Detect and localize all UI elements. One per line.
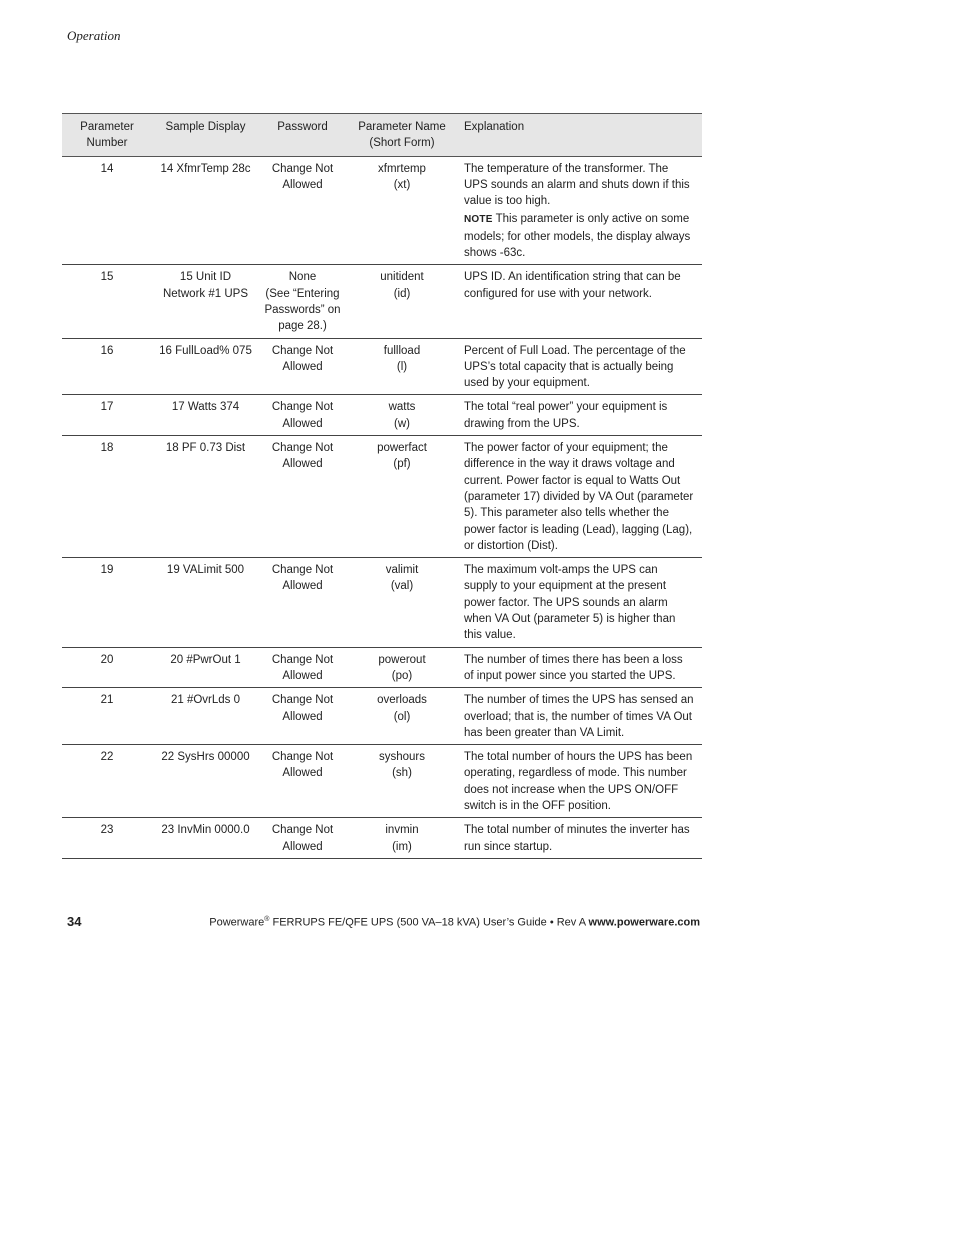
sample-display-cell: 23 InvMin 0000.0 xyxy=(152,818,259,859)
explanation-cell: Percent of Full Load. The percentage of the UPS’s total capacity that is actually being used by your equipment. xyxy=(458,338,702,395)
explanation-cell: The temperature of the transformer. The UPS sounds an alarm and shuts down if this value is too high. NOTE This parameter is only active on some models; for other models, the display always shows -63c. xyxy=(458,156,702,265)
password-cell: Change Not Allowed xyxy=(259,745,346,818)
table-row xyxy=(62,647,702,688)
column-header-password: Password xyxy=(259,114,346,157)
column-header-parameter-number: Parameter Number xyxy=(62,114,152,157)
sample-display-cell: 15 Unit ID Network #1 UPS xyxy=(152,265,259,338)
table-row xyxy=(62,156,702,265)
table-row xyxy=(62,395,702,436)
page-number: 34 xyxy=(67,914,82,929)
parameter-name-cell: invmin (im) xyxy=(346,818,458,859)
parameter-name-cell: valimit (val) xyxy=(346,558,458,647)
parameter-name-cell: powerfact (pf) xyxy=(346,436,458,558)
parameter-number-cell: 23 xyxy=(62,818,152,859)
password-cell: Change Not Allowed xyxy=(259,156,346,265)
footer-url: www.powerware.com xyxy=(588,916,700,929)
parameter-number-cell: 14 xyxy=(62,156,152,265)
parameter-name-cell: unitident (id) xyxy=(346,265,458,338)
parameter-name-cell: watts (w) xyxy=(346,395,458,436)
password-cell: Change Not Allowed xyxy=(259,818,346,859)
password-cell: Change Not Allowed xyxy=(259,395,346,436)
table-row xyxy=(62,558,702,647)
sample-display-cell: 19 VALimit 500 xyxy=(152,558,259,647)
table-row xyxy=(62,436,702,558)
password-cell: Change Not Allowed xyxy=(259,558,346,647)
parameter-number-cell: 20 xyxy=(62,647,152,688)
table-row xyxy=(62,745,702,818)
table-row xyxy=(62,818,702,859)
explanation-cell: The total “real power” your equipment is drawing from the UPS. xyxy=(458,395,702,436)
sample-display-cell: 18 PF 0.73 Dist xyxy=(152,436,259,558)
parameter-number-cell: 18 xyxy=(62,436,152,558)
password-cell: Change Not Allowed xyxy=(259,436,346,558)
column-header-sample-display: Sample Display xyxy=(152,114,259,157)
password-cell: Change Not Allowed xyxy=(259,647,346,688)
table-row xyxy=(62,338,702,395)
table-header-row xyxy=(62,114,702,157)
parameter-name-cell: xfmrtemp (xt) xyxy=(346,156,458,265)
parameter-number-cell: 21 xyxy=(62,688,152,745)
sample-display-cell: 20 #PwrOut 1 xyxy=(152,647,259,688)
explanation-cell: The total number of hours the UPS has been operating, regardless of mode. This number does not increase when the UPS ON/OFF switch is in the OFF position. xyxy=(458,745,702,818)
parameter-number-cell: 19 xyxy=(62,558,152,647)
note: NOTE This parameter is only active on some models; for other models, the display always shows -63c. xyxy=(464,213,691,260)
footer-text: Powerware® FERRUPS FE/QFE UPS (500 VA–18 kVA) User’s Guide • Rev A www.powerware.com xyxy=(209,916,700,929)
explanation-cell: The maximum volt-amps the UPS can supply to your equipment at the present power factor. The UPS sounds an alarm when VA Out (parameter 5) is higher than this value. xyxy=(458,558,702,647)
parameter-number-cell: 22 xyxy=(62,745,152,818)
parameter-name-cell: fullload (l) xyxy=(346,338,458,395)
parameters-table xyxy=(62,113,702,859)
explanation-cell: The number of times there has been a loss of input power since you started the UPS. xyxy=(458,647,702,688)
column-header-explanation: Explanation xyxy=(458,114,702,157)
parameter-number-cell: 15 xyxy=(62,265,152,338)
note-label: NOTE xyxy=(464,214,493,226)
password-cell: None (See “Entering Passwords” on page 28.) xyxy=(259,265,346,338)
parameter-number-cell: 17 xyxy=(62,395,152,436)
sample-display-cell: 21 #OvrLds 0 xyxy=(152,688,259,745)
password-cell: Change Not Allowed xyxy=(259,688,346,745)
table-row xyxy=(62,688,702,745)
explanation-cell: The number of times the UPS has sensed an overload; that is, the number of times VA Out has been greater than VA Limit. xyxy=(458,688,702,745)
sample-display-cell: 17 Watts 374 xyxy=(152,395,259,436)
column-header-parameter-name: Parameter Name (Short Form) xyxy=(346,114,458,157)
explanation-cell: The power factor of your equipment; the difference in the way it draws voltage and current. Power factor is equal to Watts Out (parameter 17) divided by VA Out (parameter 5). This parameter also tells whether the power factor is leading (Lead), lagging (Lag), or distortion (Dist). xyxy=(458,436,702,558)
parameter-name-cell: syshours (sh) xyxy=(346,745,458,818)
password-cell: Change Not Allowed xyxy=(259,338,346,395)
sample-display-cell: 16 FullLoad% 075 xyxy=(152,338,259,395)
parameter-number-cell: 16 xyxy=(62,338,152,395)
explanation-cell: UPS ID. An identification string that can be configured for use with your network. xyxy=(458,265,702,338)
sample-display-cell: 22 SysHrs 00000 xyxy=(152,745,259,818)
section-header: Operation xyxy=(67,28,121,43)
sample-display-cell: 14 XfmrTemp 28c xyxy=(152,156,259,265)
parameter-name-cell: powerout (po) xyxy=(346,647,458,688)
explanation-cell: The total number of minutes the inverter has run since startup. xyxy=(458,818,702,859)
table-row xyxy=(62,265,702,338)
parameter-name-cell: overloads (ol) xyxy=(346,688,458,745)
